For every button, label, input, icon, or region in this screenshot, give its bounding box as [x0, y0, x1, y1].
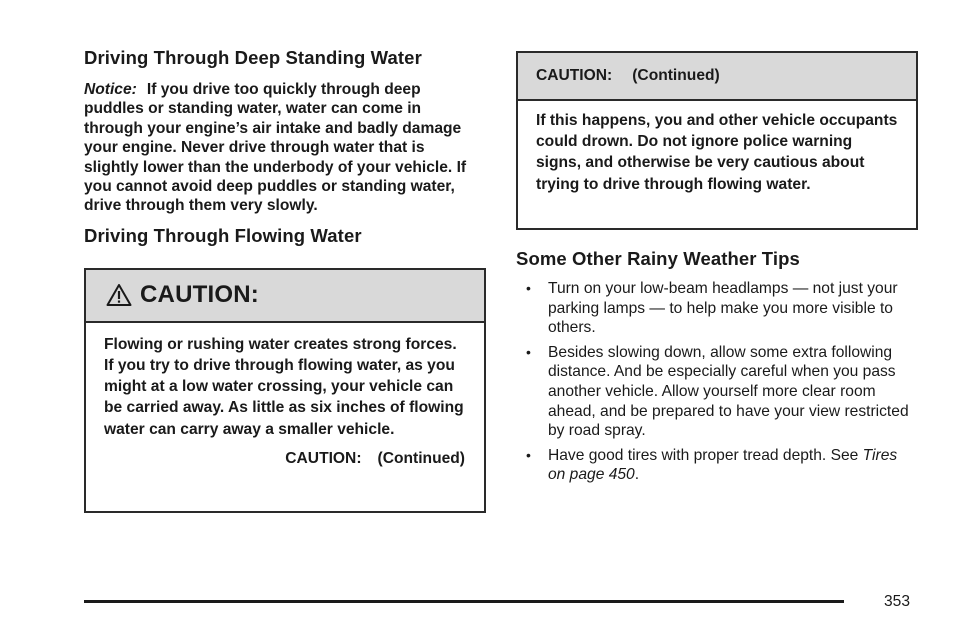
- page-number: 353: [884, 593, 911, 610]
- tips-list: [516, 279, 918, 485]
- left-column: [84, 46, 486, 513]
- footer-rule: [84, 600, 844, 603]
- tip-text: Turn on your low-beam headlamps — not just your parking lamps — to help make you more visible to others.: [548, 280, 898, 337]
- bullet-icon: •: [526, 343, 531, 360]
- list-item: [516, 446, 918, 485]
- notice-text: If you drive too quickly through deep puddles or standing water, water can come in through your engine’s air intake and badly damage your engine. Never drive through water that is slightly lower than the underbody of your vehicle. If you cannot avoid deep puddles or standing water, drive through them very slowly.: [84, 81, 467, 215]
- tip-text-end: .: [634, 466, 640, 484]
- heading-rainy-weather-tips: Some Other Rainy Weather Tips: [516, 248, 800, 269]
- caution-continued-suffix: (Continued): [377, 449, 465, 467]
- caution-continued-header: [518, 53, 916, 101]
- caution-continued-header-suffix: (Continued): [632, 67, 720, 84]
- right-column: [516, 51, 918, 490]
- heading-flowing-water: Driving Through Flowing Water: [84, 224, 362, 246]
- caution-title: CAUTION:: [140, 281, 259, 309]
- caution-body: Flowing or rushing water creates strong forces. If you try to drive through flowing water, as you might at a low water crossing, your vehicle can be carried away. As little as six inches of flowing water can carry away a smaller vehicle.: [104, 335, 464, 438]
- notice-paragraph: [84, 80, 474, 216]
- caution-box: [84, 268, 486, 513]
- tires-reference-link[interactable]: Tires on page 450: [548, 446, 898, 484]
- list-item: [516, 343, 918, 441]
- caution-continued-body: If this happens, you and other vehicle occupants could drown. Do not ignore police warning signs, and otherwise be very cautious about trying to drive through flowing water.: [536, 112, 898, 193]
- caution-header: [86, 270, 484, 323]
- list-item: [516, 279, 918, 338]
- bullet-icon: •: [526, 446, 531, 463]
- notice-label: Notice:: [84, 81, 137, 98]
- tip-text: Besides slowing down, allow some extra following distance. And be especially careful when you pass another vehicle. Allow yourself more clear room ahead, and be prepared to have your view restricted by road spray.: [548, 343, 909, 440]
- heading-deep-standing-water: Driving Through Deep Standing Water: [84, 47, 422, 68]
- bullet-icon: •: [526, 280, 531, 296]
- caution-continued-label: CAUTION:: [285, 449, 362, 467]
- caution-continued: [86, 440, 484, 468]
- warning-triangle-icon: [106, 283, 132, 307]
- caution-continued-header-label: CAUTION:: [536, 67, 613, 84]
- tip-text: Have good tires with proper tread depth. See: [548, 446, 863, 464]
- caution-continued-box: [516, 51, 918, 230]
